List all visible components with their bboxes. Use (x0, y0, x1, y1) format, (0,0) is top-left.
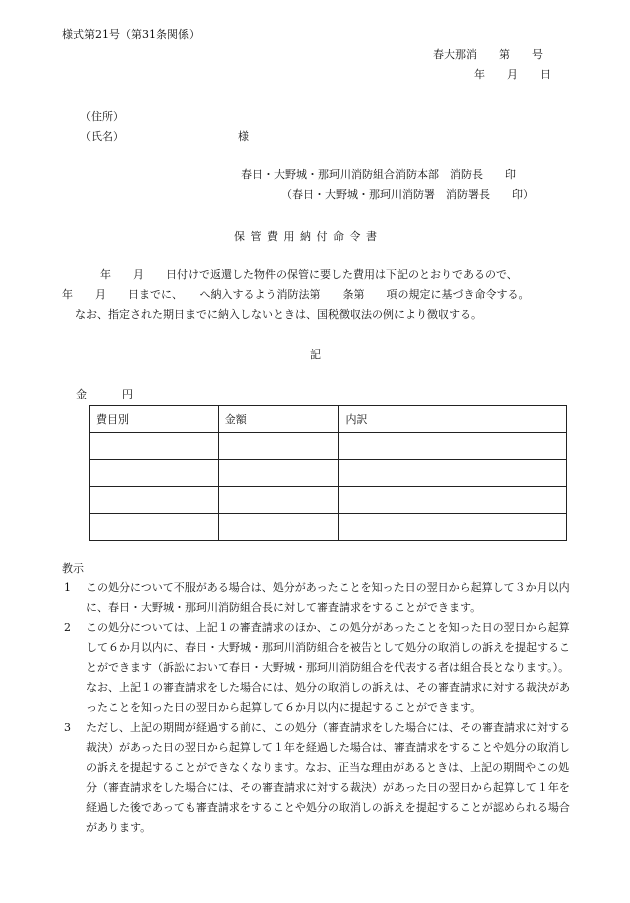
notes-heading: 教示 (62, 562, 84, 575)
address-label: （住所） (80, 110, 124, 123)
amount-unit: 円 (122, 388, 133, 401)
header-cell: 費目別 (90, 406, 219, 433)
table-cell (90, 460, 219, 487)
document-title: 保 管 費 用 納 付 命 令 書 (234, 230, 378, 243)
document-number: 春大那消 第 号 (433, 48, 543, 61)
name-label: （氏名） (80, 130, 124, 143)
ki-heading: 記 (310, 348, 321, 361)
notes-list (62, 578, 572, 838)
body-line-3: なお、指定された期日までに納入しないときは、国税徴収法の例により徴収する。 (75, 308, 482, 321)
form-number: 様式第21号（第31条関係） (62, 28, 200, 41)
issue-date: 年 月 日 (474, 68, 551, 81)
body-line-1: 年 月 日付けで返還した物件の保管に要した費用は下記のとおりであるので、 (100, 268, 518, 281)
note-item (62, 618, 572, 718)
amount-label: 金 (76, 388, 87, 401)
header-cell: 金額 (218, 406, 339, 433)
note-number: 3 (64, 721, 71, 734)
table-cell (90, 514, 219, 541)
table-cell (339, 514, 567, 541)
honorific: 様 (238, 130, 249, 143)
note-number: 1 (64, 581, 71, 594)
table-row (90, 514, 567, 541)
note-number: 2 (64, 621, 71, 634)
table-cell (90, 433, 219, 460)
table-cell (218, 433, 339, 460)
table-cell (339, 433, 567, 460)
table-cell (218, 514, 339, 541)
table-cell (339, 460, 567, 487)
note-item (62, 718, 572, 838)
issuer-line-2: （春日・大野城・那珂川消防署 消防署長 印） (281, 188, 534, 201)
fee-table (89, 405, 567, 541)
table-header-row (90, 406, 567, 433)
table-cell (218, 487, 339, 514)
table-row (90, 460, 567, 487)
table-cell (218, 460, 339, 487)
note-text: ただし、上記の期間が経過する前に、この処分（審査請求をした場合には、その審査請求に対する裁決）があった日の翌日から起算して１年を経過した場合は、審査請求をすることや処分の取消しの訴えを提起することができなくなります。なお、正当な理由があるときは、上記の期間やこの処分（審査請求をした場合には、その審査請求に対する裁決）があった日の翌日から起算して１年を経過した後であっても審査請求をすることや処分の取消しの訴えを提起することが認められる場合があります。 (86, 721, 570, 834)
body-line-2: 年 月 日までに、 へ納入するよう消防法第 条第 項の規定に基づき命令する。 (62, 288, 530, 301)
note-text: この処分については、上記１の審査請求のほか、この処分があったことを知った日の翌日から起算して６か月以内に、春日・大野城・那珂川消防組合を被告として処分の取消しの訴えを提起することができます（訴訟において春日・大野城・那珂川消防組合を代表する者は組合長となります。）。なお、上記１の審査請求をした場合には、処分の取消しの訴えは、その審査請求に対する裁決があったことを知った日の翌日から起算して６か月以内に提起することができます。 (86, 621, 570, 714)
note-item (62, 578, 572, 618)
table-cell (339, 487, 567, 514)
issuer-line-1: 春日・大野城・那珂川消防組合消防本部 消防長 印 (241, 168, 516, 181)
table-cell (90, 487, 219, 514)
header-cell: 内訳 (339, 406, 567, 433)
note-text: この処分について不服がある場合は、処分があったことを知った日の翌日から起算して３か月以内に、春日・大野城・那珂川消防組合長に対して審査請求をすることができます。 (86, 581, 570, 614)
table-row (90, 433, 567, 460)
table-row (90, 487, 567, 514)
